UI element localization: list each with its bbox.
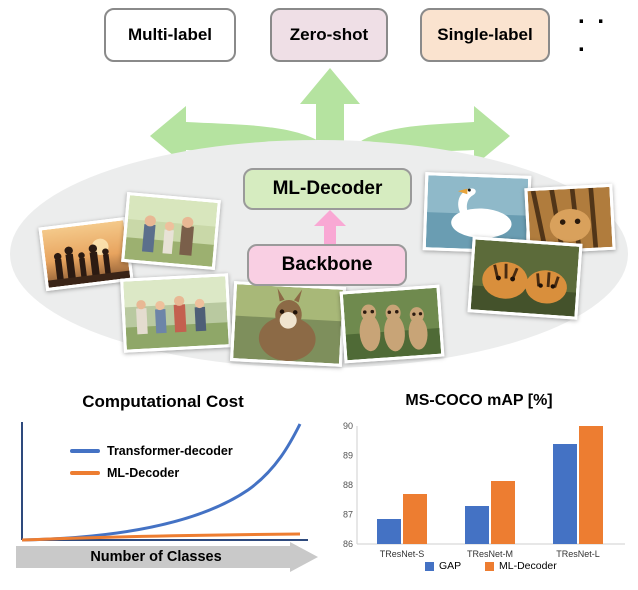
ml-decoder-block[interactable]: [243, 168, 412, 210]
photo-meerkats: [340, 285, 445, 364]
svg-text:87: 87: [342, 509, 353, 520]
legend-label-ml-decoder-bars: ML-Decoder: [499, 560, 557, 572]
legend-swatch-gap: [425, 562, 434, 571]
legend-swatch-ml-decoder-bars: [485, 562, 494, 571]
backbone-block[interactable]: [247, 244, 407, 286]
svg-text:TResNet-S: TResNet-S: [379, 549, 425, 559]
ml-decoder-label: ML-Decoder: [272, 178, 383, 199]
svg-text:TResNet-M: TResNet-M: [466, 549, 514, 559]
legend-label-ml-decoder: ML-Decoder: [107, 466, 180, 480]
computational-cost-chart: [8, 392, 318, 582]
task-box-zero-shot[interactable]: [270, 8, 388, 62]
ellipsis-text: . . .: [578, 2, 608, 57]
svg-text:TResNet-L: TResNet-L: [556, 549, 600, 559]
legend-ml-decoder-bars: [485, 560, 557, 572]
task-box-multi-label-text: Multi-label: [127, 25, 213, 44]
photo-two-tigers: [467, 236, 582, 319]
legend-ml-decoder: [70, 466, 179, 480]
task-box-zero-shot-text: Zero-shot: [289, 25, 369, 44]
photo-family-portrait-outdoors: [121, 192, 221, 270]
legend-gap: [425, 560, 461, 572]
svg-text:88: 88: [342, 480, 353, 490]
svg-text:90: 90: [342, 421, 353, 431]
ms-coco-map-plot: [325, 414, 633, 574]
ms-coco-map-title: MS-COCO mAP [%]: [405, 392, 553, 409]
backbone-label: Backbone: [281, 254, 373, 275]
legend-transformer-decoder: [70, 444, 233, 458]
task-box-multi-label[interactable]: [104, 8, 236, 62]
svg-text:86: 86: [342, 539, 353, 549]
legend-label-transformer-decoder: Transformer-decoder: [107, 444, 233, 458]
ms-coco-map-chart: [325, 392, 633, 582]
photo-llama-portrait: [230, 281, 346, 367]
computational-cost-title: Computational Cost: [82, 392, 244, 411]
photo-group-of-people-field: [120, 273, 232, 353]
x-axis-label-number-of-classes: Number of Classes: [90, 549, 222, 565]
task-box-single-label-text: Single-label: [437, 25, 533, 44]
legend-swatch-ml-decoder: [70, 471, 100, 475]
legend-swatch-transformer-decoder: [70, 449, 100, 453]
task-box-single-label[interactable]: [420, 8, 550, 62]
svg-text:89: 89: [342, 450, 353, 461]
legend-label-gap: GAP: [439, 560, 462, 572]
